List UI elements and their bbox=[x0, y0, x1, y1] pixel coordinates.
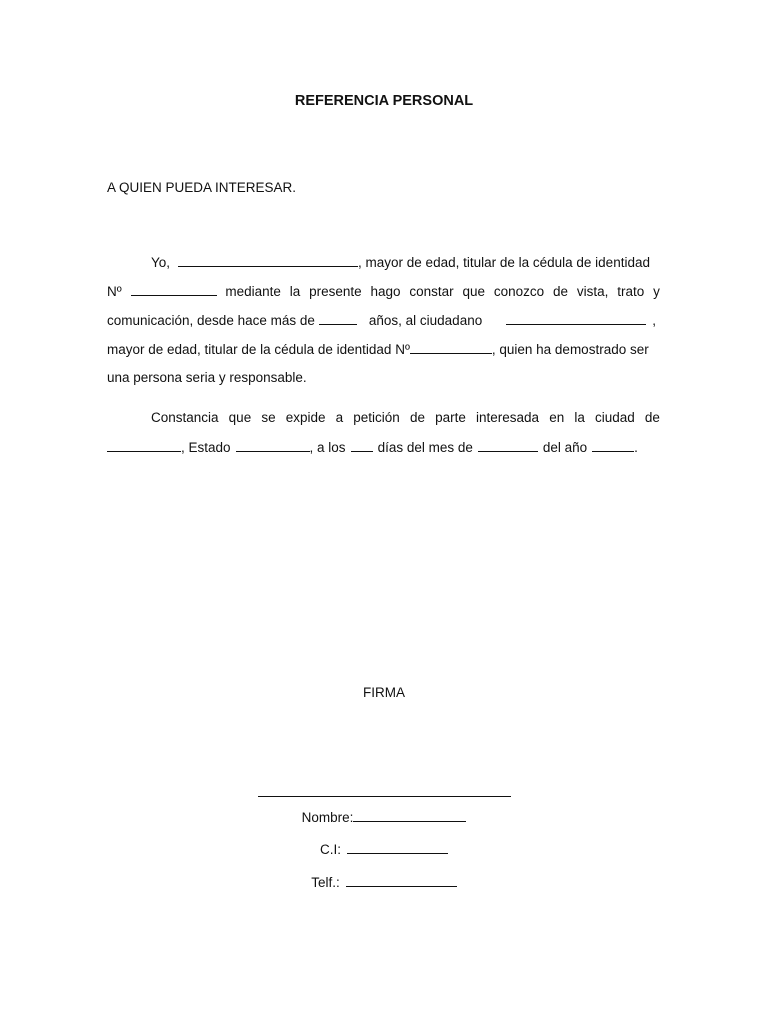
blank-ci-number-2 bbox=[410, 339, 492, 354]
paragraph1-line5: una persona seria y responsable. bbox=[107, 370, 307, 385]
blank-signer-phone bbox=[346, 872, 457, 887]
word: de bbox=[409, 410, 425, 425]
word: de bbox=[553, 284, 569, 299]
signature-name-row bbox=[0, 807, 768, 825]
word: la bbox=[574, 410, 585, 425]
paragraph1-line3 bbox=[107, 310, 660, 330]
word: de bbox=[644, 410, 660, 425]
telf-label: Telf.: bbox=[311, 875, 340, 890]
word: mediante bbox=[225, 284, 281, 299]
word: vista, bbox=[576, 284, 609, 299]
word: conozco bbox=[493, 284, 545, 299]
text-anos-ciudadano: años, al ciudadano bbox=[368, 313, 483, 328]
paragraph1-line1 bbox=[107, 252, 660, 272]
document-title: REFERENCIA PERSONAL bbox=[294, 93, 474, 109]
paragraph1-line2 bbox=[107, 281, 660, 301]
blank-signer-ci bbox=[347, 839, 448, 854]
signature-telf-row bbox=[0, 872, 768, 890]
blank-year bbox=[592, 437, 634, 452]
text-mayor-edad: , mayor de edad, titular de la cédula de identidad bbox=[358, 255, 650, 270]
blank-day bbox=[351, 437, 373, 452]
blank-ci-number bbox=[131, 281, 217, 296]
word: y bbox=[653, 284, 660, 299]
word: se bbox=[261, 410, 276, 425]
blank-month bbox=[478, 437, 538, 452]
word: ciudad bbox=[594, 410, 635, 425]
word: interesada bbox=[476, 410, 540, 425]
paragraph2-line1 bbox=[107, 408, 660, 428]
word: que bbox=[462, 284, 486, 299]
greeting: A QUIEN PUEDA INTERESAR. bbox=[107, 180, 297, 195]
text-estado: , Estado bbox=[181, 440, 231, 455]
paragraph2-line2 bbox=[107, 437, 660, 457]
word: que bbox=[228, 410, 252, 425]
text-desde-hace: comunicación, desde hace más de bbox=[107, 313, 315, 328]
blank-citizen-name bbox=[506, 310, 646, 325]
blank-city bbox=[107, 437, 181, 452]
text-yo: Yo, bbox=[151, 255, 171, 270]
blank-signer-name bbox=[353, 807, 466, 822]
text-quien-ha: , quien ha demostrado ser bbox=[491, 342, 649, 357]
signature-ci-row bbox=[0, 839, 768, 857]
text-period: . bbox=[634, 440, 638, 455]
word: constar bbox=[409, 284, 454, 299]
text-a-los: , a los bbox=[309, 440, 346, 455]
word: a bbox=[335, 410, 344, 425]
word: la bbox=[289, 284, 301, 299]
text-numero: Nº bbox=[107, 284, 122, 299]
text-mayor-edad-2: mayor de edad, titular de la cédula de identidad Nº bbox=[107, 342, 410, 357]
name-label: Nombre: bbox=[301, 810, 354, 825]
signature-label: FIRMA bbox=[363, 685, 405, 700]
text-dias-del-mes: días del mes de bbox=[377, 440, 473, 455]
ci-label: C.I: bbox=[319, 842, 341, 857]
word: parte bbox=[435, 410, 466, 425]
blank-years bbox=[319, 310, 357, 325]
paragraph1-line4 bbox=[107, 339, 660, 359]
blank-name bbox=[178, 252, 358, 267]
blank-state bbox=[236, 437, 310, 452]
signature-line bbox=[258, 796, 511, 797]
word: en bbox=[549, 410, 565, 425]
text-comma: , bbox=[652, 313, 656, 328]
text-del-ano: del año bbox=[542, 440, 588, 455]
word: trato bbox=[617, 284, 645, 299]
word: presente bbox=[309, 284, 362, 299]
word: hago bbox=[370, 284, 401, 299]
word: Constancia bbox=[151, 410, 219, 425]
word: petición bbox=[353, 410, 400, 425]
word: expide bbox=[285, 410, 326, 425]
